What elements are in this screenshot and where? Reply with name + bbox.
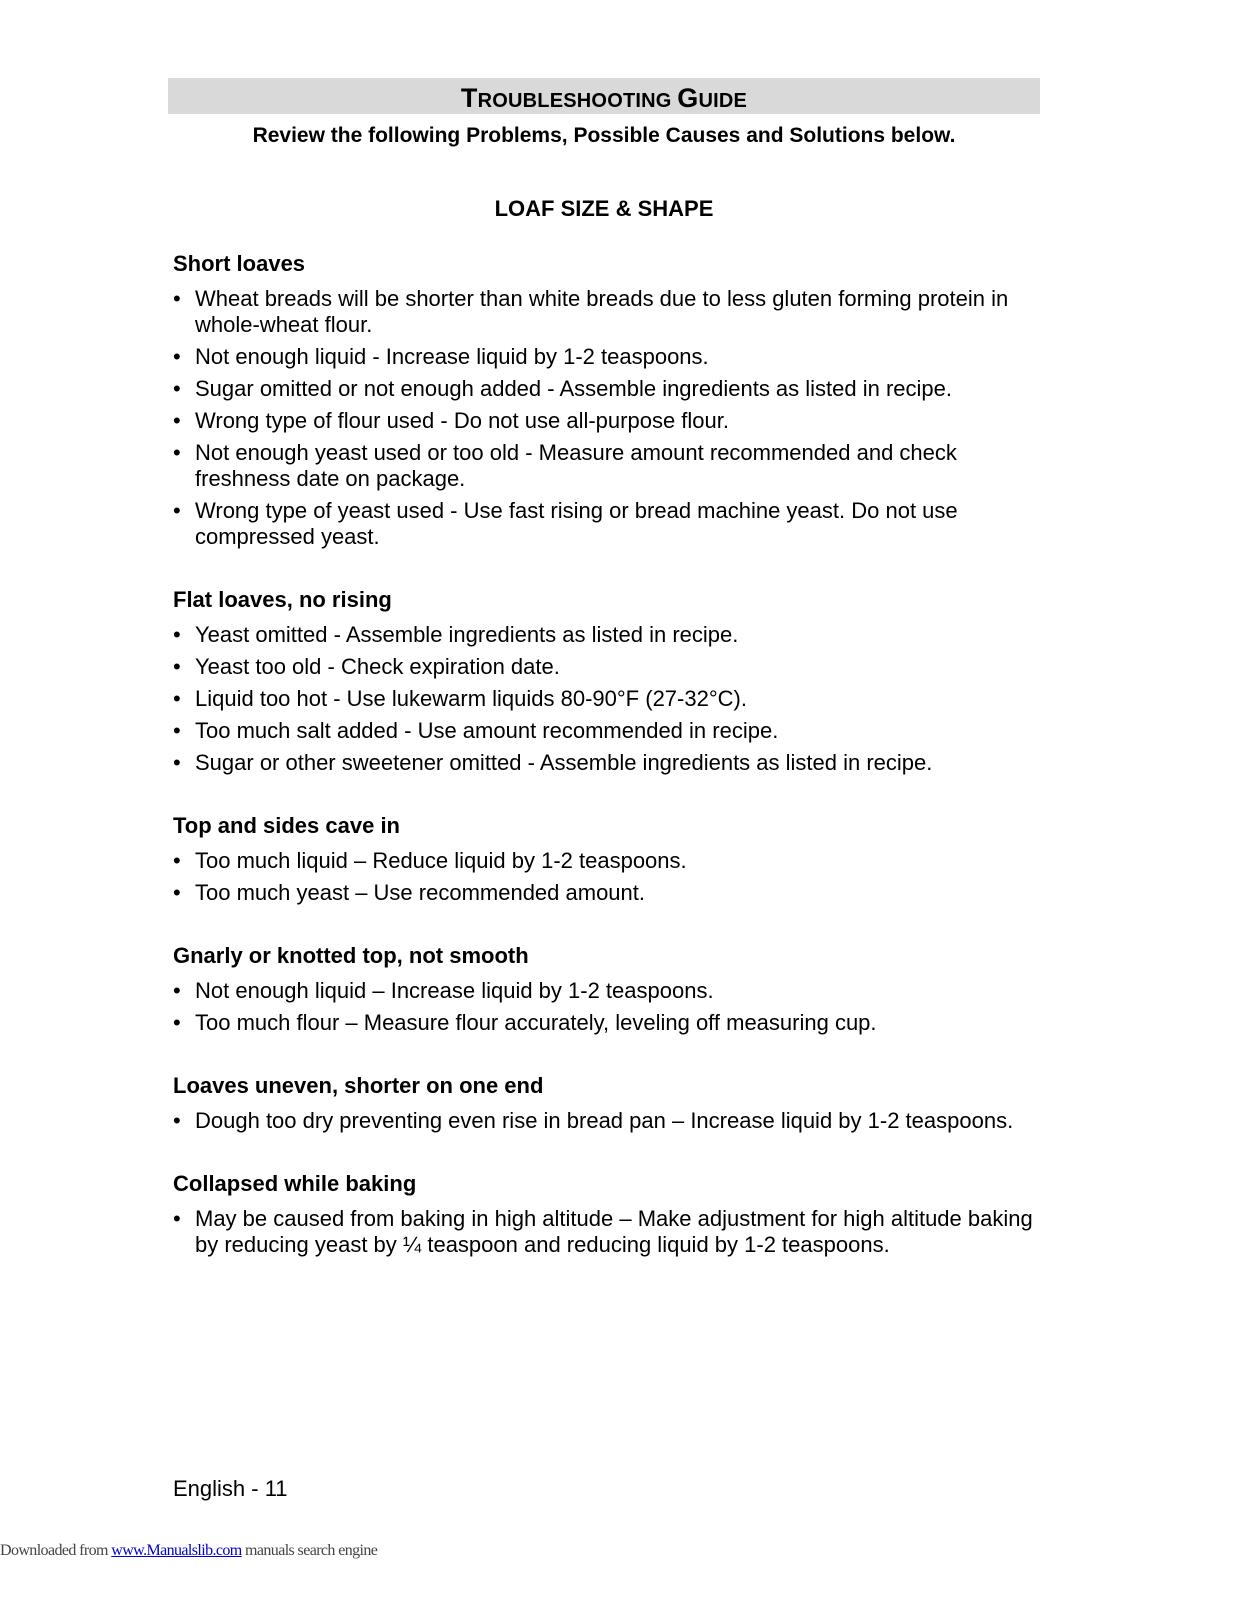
problem-group-short-loaves xyxy=(173,250,1033,550)
problem-group-uneven xyxy=(173,1072,1033,1134)
subtitle: Review the following Problems, Possible Causes and Solutions below. xyxy=(252,124,956,147)
list-item: • Not enough liquid – Increase liquid by 1-2 teaspoons. xyxy=(173,978,1033,1004)
problem-group-collapsed xyxy=(173,1170,1033,1258)
title-bar xyxy=(168,78,1040,114)
list-item: • Wheat breads will be shorter than white breads due to less gluten forming protein in whole-wheat flour. xyxy=(173,286,1033,338)
list-item: • Liquid too hot - Use lukewarm liquids 80-90°F (27-32°C). xyxy=(173,686,1033,712)
solution-list xyxy=(173,622,1033,776)
problem-title: Short loaves xyxy=(173,251,306,276)
page-title: TROUBLESHOOTING GUIDE xyxy=(460,83,748,113)
list-item: • Dough too dry preventing even rise in bread pan – Increase liquid by 1-2 teaspoons. xyxy=(173,1108,1033,1134)
problem-title: Collapsed while baking xyxy=(173,1171,417,1196)
solution-list xyxy=(173,978,1033,1036)
list-item: • Too much yeast – Use recommended amount. xyxy=(173,880,1033,906)
problem-group-cave-in xyxy=(173,812,1033,906)
list-item: • Wrong type of flour used - Do not use all-purpose flour. xyxy=(173,408,1033,434)
troubleshooting-content xyxy=(173,250,1033,1294)
problem-group-gnarly-top xyxy=(173,942,1033,1036)
list-item: • Wrong type of yeast used - Use fast rising or bread machine yeast. Do not use compressed yeast. xyxy=(173,498,1033,550)
download-footer xyxy=(0,1542,377,1560)
list-item: • Not enough yeast used or too old - Measure amount recommended and check freshness date on package. xyxy=(173,440,1033,492)
list-item: • Sugar or other sweetener omitted - Assemble ingredients as listed in recipe. xyxy=(173,750,1033,776)
problem-title: Loaves uneven, shorter on one end xyxy=(173,1073,544,1098)
problem-title: Top and sides cave in xyxy=(173,813,400,838)
problem-title: Gnarly or knotted top, not smooth xyxy=(173,943,529,968)
list-item: • May be caused from baking in high altitude – Make adjustment for high altitude baking by reducing yeast by ¼ teaspoon and reducing liquid by 1-2 teaspoons. xyxy=(173,1206,1033,1258)
footer-suffix: manuals search engine xyxy=(241,1542,378,1559)
list-item: • Too much salt added - Use amount recommended in recipe. xyxy=(173,718,1033,744)
list-item: • Yeast too old - Check expiration date. xyxy=(173,654,1033,680)
problem-title: Flat loaves, no rising xyxy=(173,587,392,612)
page-number: English - 11 xyxy=(173,1476,288,1501)
section-heading: LOAF SIZE & SHAPE xyxy=(494,196,714,221)
list-item: • Not enough liquid - Increase liquid by 1-2 teaspoons. xyxy=(173,344,1033,370)
list-item: • Too much flour – Measure flour accurately, leveling off measuring cup. xyxy=(173,1010,1033,1036)
list-item: • Sugar omitted or not enough added - Assemble ingredients as listed in recipe. xyxy=(173,376,1033,402)
list-item: • Yeast omitted - Assemble ingredients as listed in recipe. xyxy=(173,622,1033,648)
footer-prefix: Downloaded from xyxy=(0,1542,112,1559)
manualslib-link[interactable]: www.Manualslib.com xyxy=(111,1542,242,1559)
solution-list xyxy=(173,848,1033,906)
solution-list xyxy=(173,1108,1033,1134)
list-item: • Too much liquid – Reduce liquid by 1-2 teaspoons. xyxy=(173,848,1033,874)
problem-group-flat-loaves xyxy=(173,586,1033,776)
solution-list xyxy=(173,286,1033,550)
solution-list xyxy=(173,1206,1033,1258)
